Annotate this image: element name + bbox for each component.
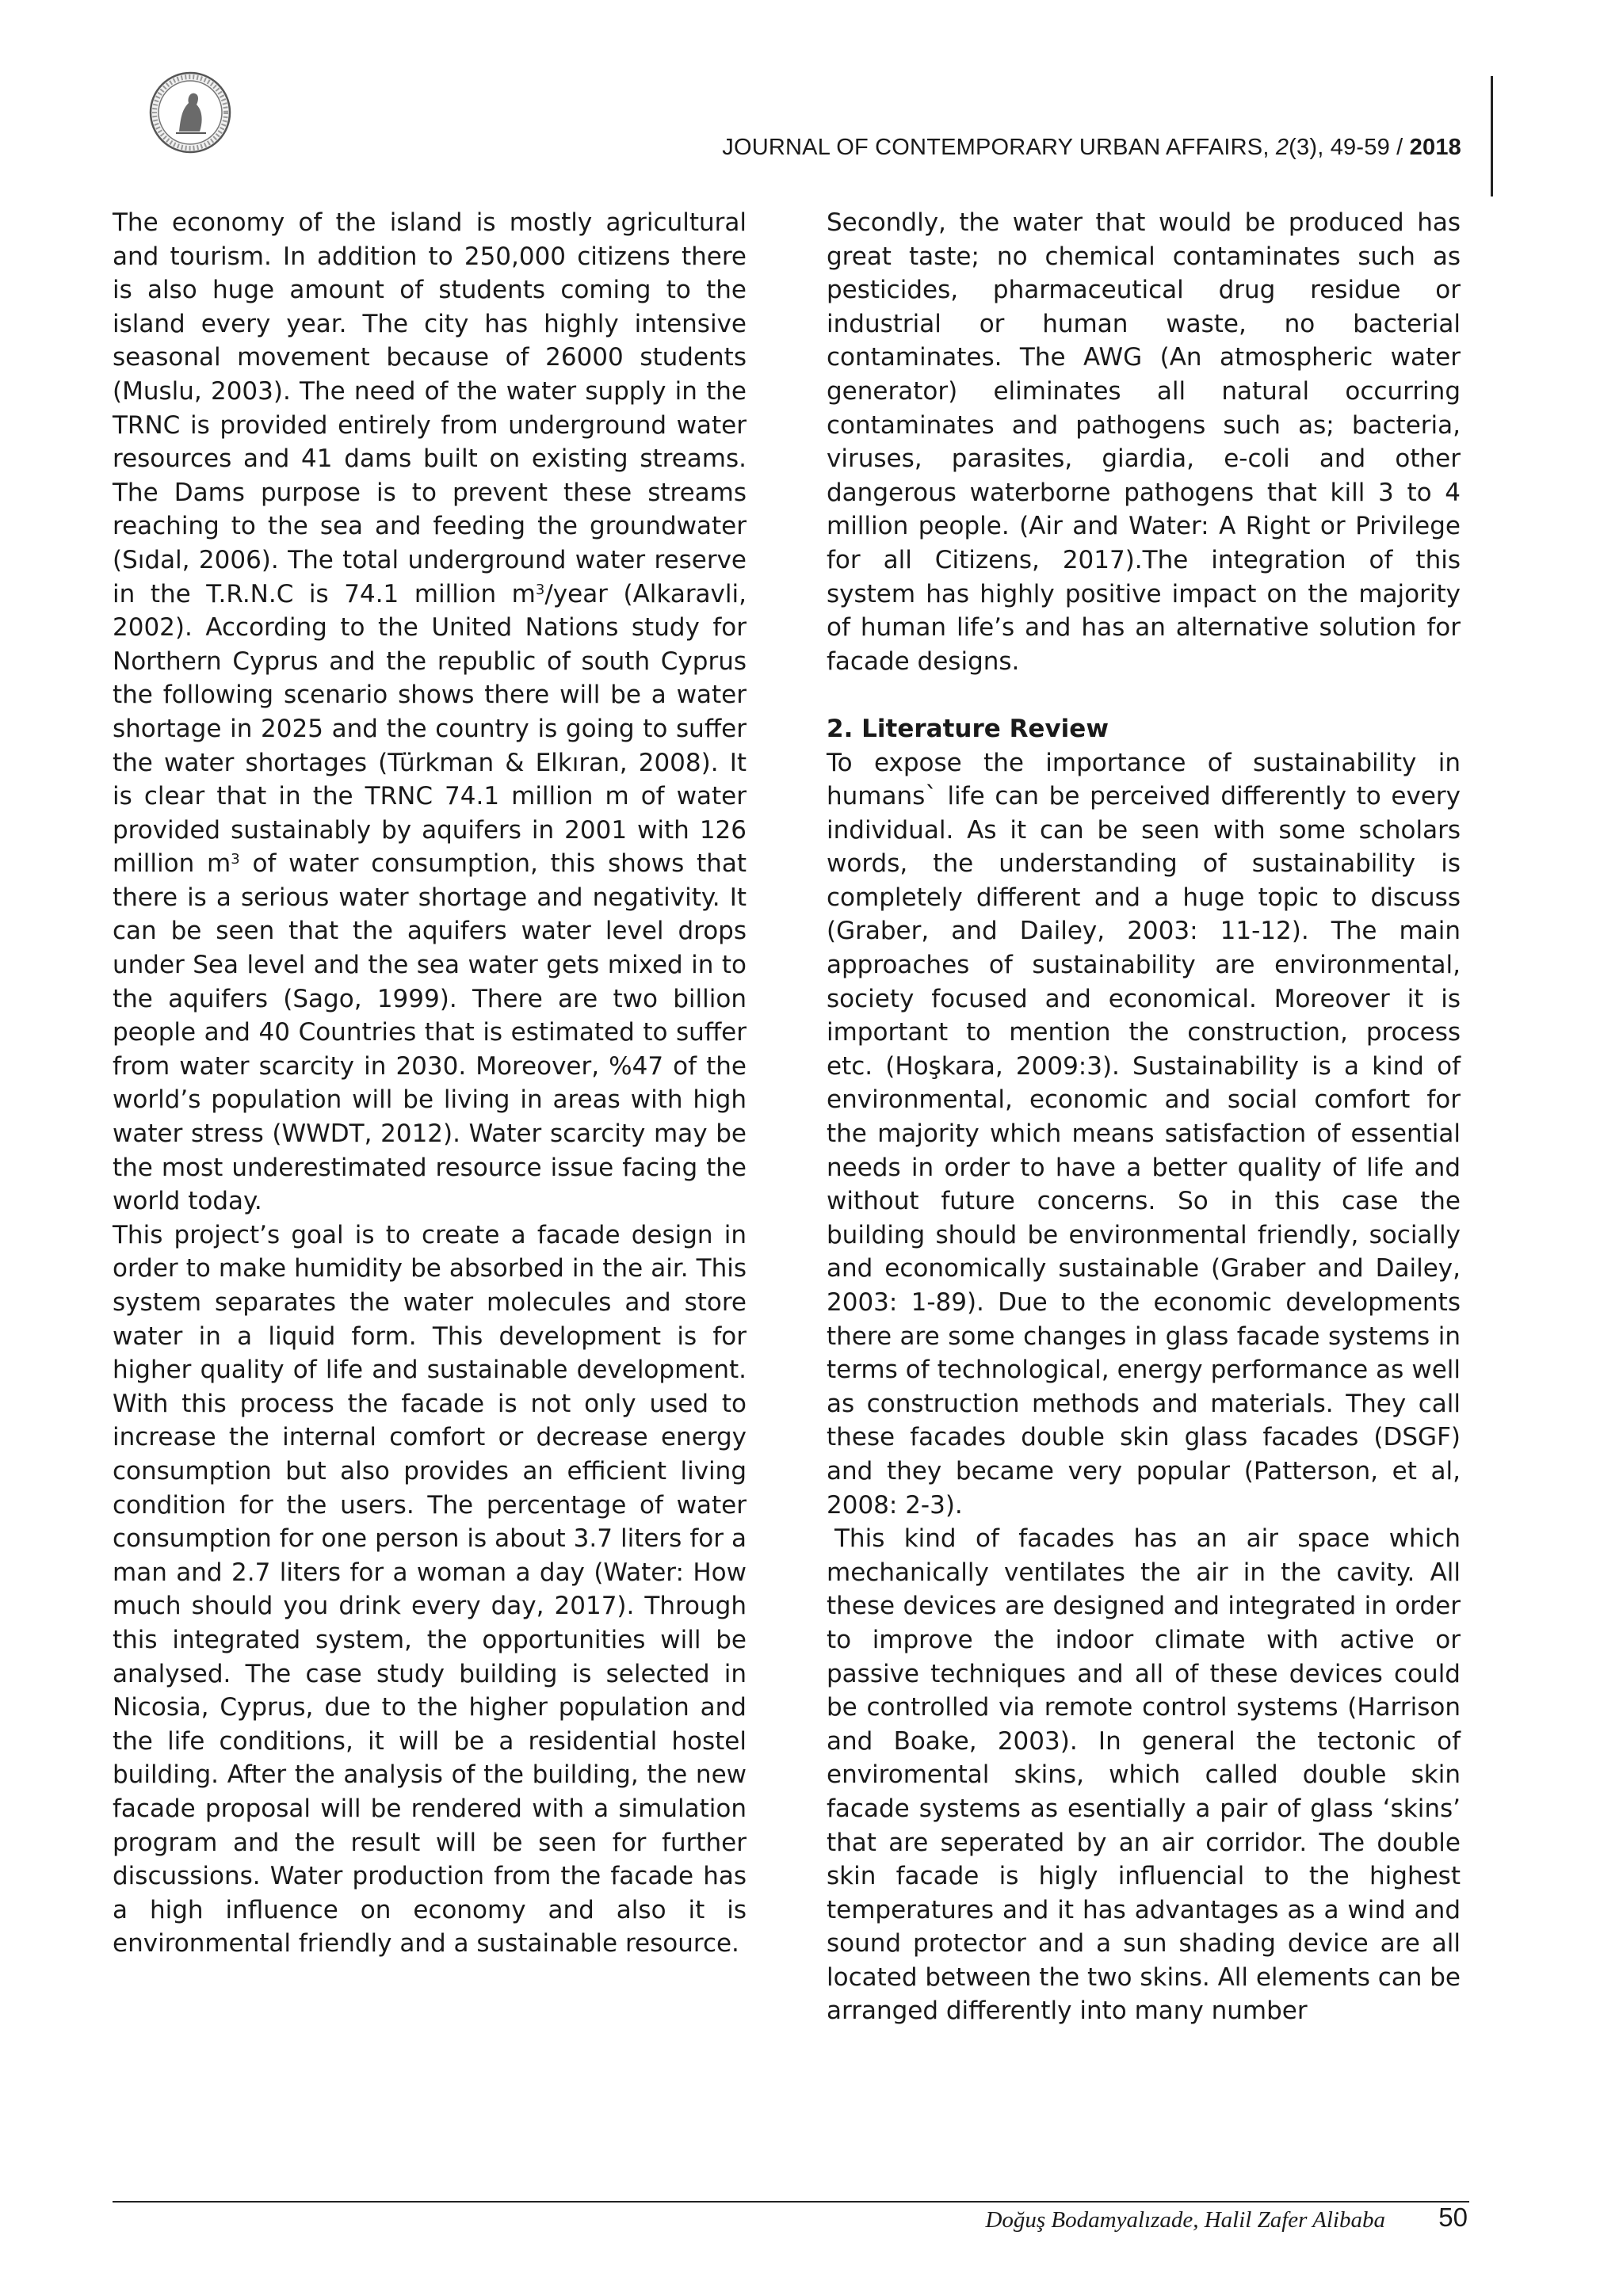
running-head (722, 135, 1461, 161)
superscript: 3 (231, 851, 240, 868)
superscript: 3 (535, 581, 545, 598)
right-text-column (827, 206, 1461, 2028)
paragraph: This kind of facades has an air space which mechanically ventilates the air in the cavity. All these devices are designed and integrated in order to improve the indoor climate with active or passive techniques and all of these devices could be controlled via remote control systems (Harrison and Boake, 2003). In general the tectonic of enviromental skins, which called double skin facade systems as esentially a pair of glass ‘skins’ that are seperated by an air corridor. The double skin facade is higly influencial to the highest temperatures and it has advantages as a wind and sound protector and a sun shading device are all located between the two skins. All elements can be arranged differently into many number (827, 1524, 1461, 2026)
page-number: 50 (1438, 2203, 1468, 2232)
publication-year: 2018 (1409, 135, 1461, 160)
journal-seal-logo (147, 68, 233, 157)
section-heading: 2. Literature Review (827, 714, 1109, 743)
footer-rule (113, 2201, 1469, 2203)
paragraph-text: The economy of the island is mostly agricultural and tourism. In addition to 250,000 citizens there is also huge amount of students coming to the island every year. The city has highly intensive seasonal movement because of 26000 students (Muslu, 2003). The need of the water supply in the TRNC is provided entirely from underground water resources and 41 dams built on existing streams. The Dams purpose is to prevent these streams reaching to the sea and feeding the groundwater (Sıdal, 2006). The total underground water reserve in the T.R.N.C is 74.1 million m (113, 208, 747, 608)
volume-number: 2 (1275, 135, 1289, 160)
paragraph (113, 206, 747, 1219)
journal-name: JOURNAL OF CONTEMPORARY URBAN AFFAIRS, (722, 135, 1276, 160)
header-vertical-rule (1491, 76, 1493, 196)
paragraph-text: of water consumption, this shows that there is a serious water shortage and negativity. It can be seen that the aquifers water level drops under Sea level and the sea water gets mixed in to the aquifers (Sago, 1999). There are two billion people and 40 Countries that is estimated to suffer from water scarcity in 2030. Moreover, %47 of the world’s population will be living in areas with high water stress (WWDT, 2012). Water scarcity may be the most underestimated resource issue facing the world today. (113, 849, 747, 1216)
issue-pages: (3), 49-59 / (1289, 135, 1410, 160)
paragraph: To expose the importance of sustainability in humans` life can be perceived differently to every individual. As it can be seen with some scholars words, the understanding of sustainability is completely different and a huge topic to discuss (Graber, and Dailey, 2003: 11-12). The main approaches of sustainability are environmental, society focused and economical. Moreover it is important to mention the construction, process etc. (Hoşkara, 2009:3). Sustainability is a kind of environmental, economic and social comfort for the majority which means satisfaction of essential needs in order to have a better quality of life and without future concerns. So in this case the building should be environmental friendly, socially and economically sustainable (Graber and Dailey, 2003: 1-89). Due to the economic developments there are some changes in glass facade systems in terms of technological, energy performance as well as construction methods and materials. They call these facades double skin glass facades (DSGF) and they became very popular (Patterson, et al, 2008: 2-3). (827, 748, 1461, 1520)
left-text-column (113, 206, 747, 1961)
paragraph-text: /year (Alkaravli, 2002). According to the United Nations study for Northern Cyprus and the republic of south Cyprus the following scenario shows there will be a water shortage in 2025 and the country is going to suffer the water shortages (Türkman & Elkıran, 2008). It is clear that in the TRNC 74.1 million m of water provided sustainably by aquifers in 2001 with 126 million m (113, 579, 747, 879)
paragraph: Secondly, the water that would be produced has great taste; no chemical contaminates such as pesticides, pharmaceutical drug residue or industrial or human waste, no bacterial contaminates. The AWG (An atmospheric water generator) eliminates all natural occurring contaminates and pathogens such as; bacteria, viruses, parasites, giardia, e-coli and other dangerous waterborne pathogens that kill 3 to 4 million people. (Air and Water: A Right or Privilege for all Citizens, 2017).The integration of this system has highly positive impact on the majority of human life’s and has an alternative solution for facade designs. (827, 208, 1461, 676)
footer-authors: Doğuş Bodamyalızade, Halil Zafer Alibaba (985, 2207, 1385, 2233)
paragraph: This project’s goal is to create a facade design in order to make humidity be absorbed in the air. This system separates the water molecules and store water in a liquid form. This development is for higher quality of life and sustainable development. With this process the facade is not only used to increase the internal comfort or decrease energy consumption but also provides an efficient living condition for the users. The percentage of water consumption for one person is about 3.7 liters for a man and 2.7 liters for a woman a day (Water: How much should you drink every day, 2017). Through this integrated system, the opportunities will be analysed. The case study building is selected in Nicosia, Cyprus, due to the higher population and the life conditions, it will be a residential hostel building. After the analysis of the building, the new facade proposal will be rendered with a simulation program and the result will be seen for further discussions. Water production from the facade has a high influence on economy and also it is environmental friendly and a sustainable resource. (113, 1220, 747, 1958)
